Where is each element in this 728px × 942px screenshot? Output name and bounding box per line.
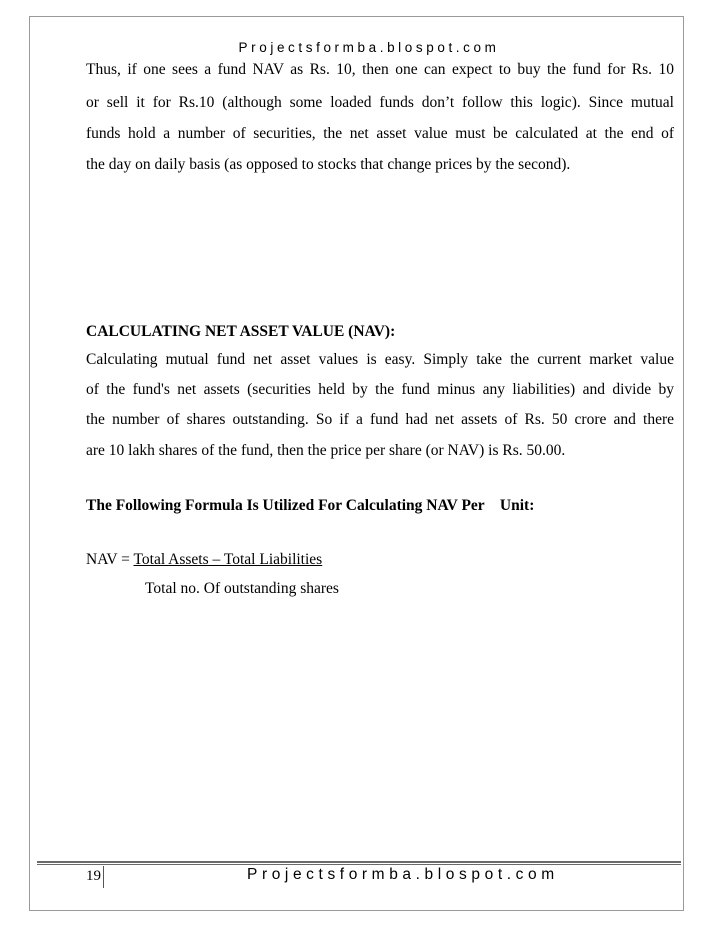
footer-rule-thin	[37, 864, 681, 865]
intro-line: the day on daily basis (as opposed to stocks that change prices by the second).	[86, 156, 571, 173]
formula-heading: The Following Formula Is Utilized For Calculating NAV Per Unit:	[86, 497, 535, 514]
section-line: of the fund's net assets (securities held by the fund minus any liabilities) and divide by	[86, 381, 674, 398]
page-border	[29, 16, 684, 911]
section-line: the number of shares outstanding. So if a fund had net assets of Rs. 50 crore and there	[86, 411, 674, 428]
page-number-divider	[103, 866, 104, 888]
header-site-name: Projectsformba.blospot.com	[238, 40, 500, 55]
footer-rule	[37, 861, 681, 863]
section-line: Calculating mutual fund net asset values is easy. Simply take the current market value	[86, 351, 674, 368]
formula-lhs: NAV =	[86, 551, 134, 568]
intro-line: or sell it for Rs.10 (although some loaded funds don’t follow this logic). Since mutual	[86, 94, 674, 111]
formula-denominator: Total no. Of outstanding shares	[145, 580, 339, 597]
formula-numerator: Total Assets – Total Liabilities	[133, 551, 323, 568]
section-line: are 10 lakh shares of the fund, then the price per share (or NAV) is Rs. 50.00.	[86, 442, 566, 459]
section-heading: CALCULATING NET ASSET VALUE (NAV):	[86, 323, 396, 340]
intro-line: Thus, if one sees a fund NAV as Rs. 10, then one can expect to buy the fund for Rs. 10	[86, 61, 674, 78]
intro-line: funds hold a number of securities, the net asset value must be calculated at the end of	[86, 125, 674, 142]
page-number: 19	[86, 868, 101, 884]
footer-site-name: Projectsformba.blospot.com	[247, 866, 559, 883]
formula-expression	[86, 550, 674, 570]
